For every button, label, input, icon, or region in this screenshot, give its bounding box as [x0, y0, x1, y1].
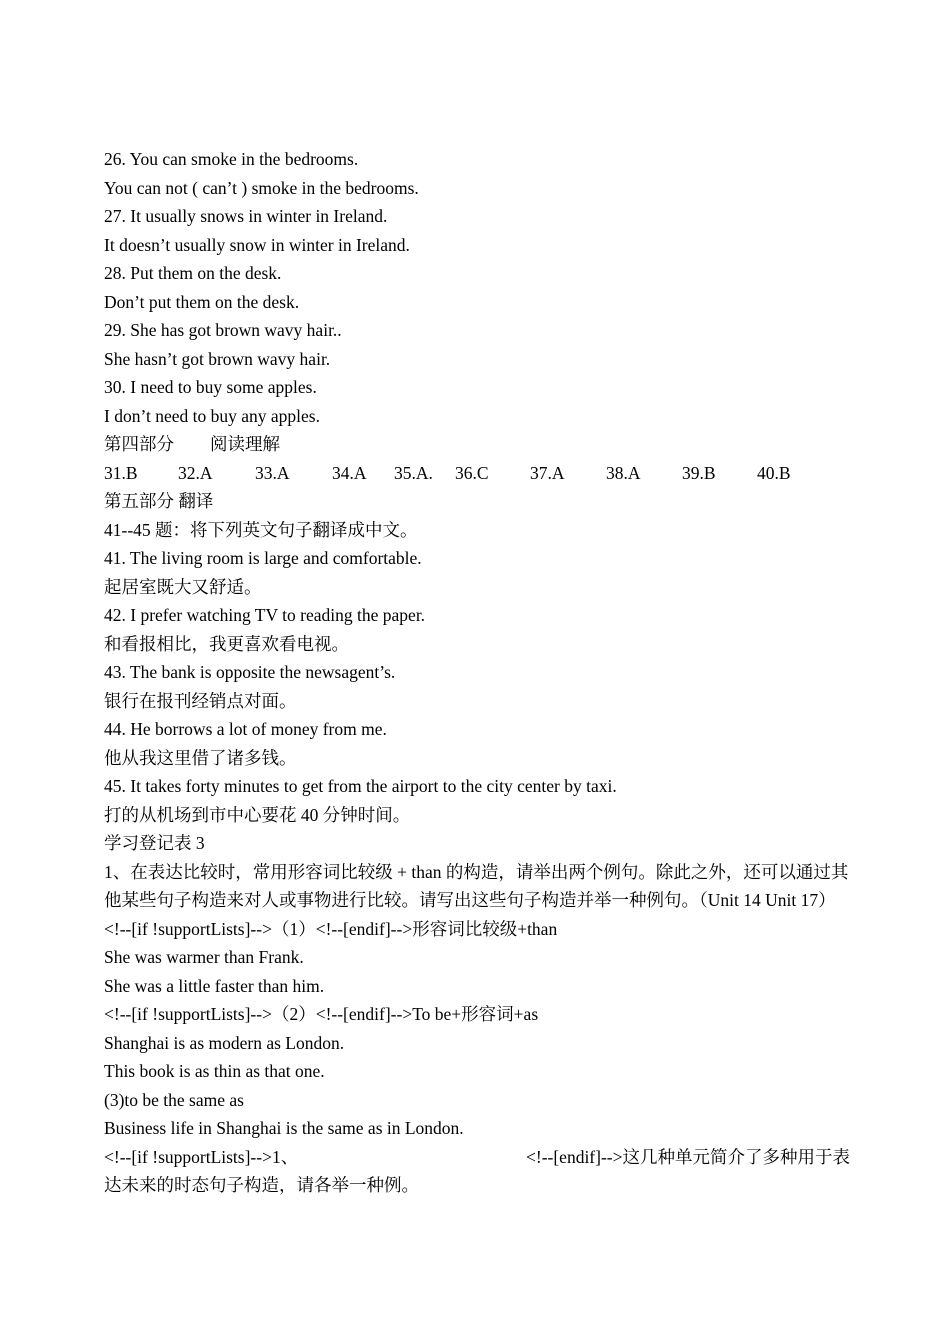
translation-en-45: 45. It takes forty minutes to get from the airport to the city center by taxi.: [104, 776, 617, 796]
record-title: 学习登记表 3: [104, 833, 205, 853]
example-2b: This book is as thin as that one.: [104, 1061, 325, 1081]
answer-36: 36.C: [455, 462, 489, 483]
translation-zh-44: 他从我这里借了诸多钱。: [104, 747, 297, 768]
example-1b: She was a little faster than him.: [104, 975, 325, 996]
answer-39: 39.B: [682, 462, 716, 483]
example-1a: She was warmer than Frank.: [104, 947, 304, 967]
question-2-left: <!--[if !supportLists]-->1、: [104, 1146, 299, 1167]
answer-34: 34.A: [332, 462, 367, 483]
grammar-sentence-30: 30. I need to buy some apples.: [104, 377, 317, 397]
grammar-answer-30: I don’t need to buy any apples.: [104, 405, 320, 426]
grammar-sentence-26: 26. You can smoke in the bedrooms.: [104, 149, 359, 169]
answer-35: 35.A.: [394, 462, 433, 483]
part5-heading: 第五部分 翻译: [104, 491, 214, 511]
grammar-sentence-27: 27. It usually snows in winter in Ireland.: [104, 206, 388, 226]
translation-en-43: 43. The bank is opposite the newsagent’s.: [104, 662, 396, 682]
answer-37: 37.A: [530, 462, 565, 483]
part4-answer-row: [104, 459, 850, 488]
answer-32: 32.A: [178, 462, 213, 483]
record-question-2: [104, 1143, 850, 1172]
translation-en-41: 41. The living room is large and comfortable.: [104, 548, 422, 568]
answer-33: 33.A: [255, 462, 290, 483]
translation-zh-45: 打的从机场到市中心要花 40 分钟时间。: [104, 804, 411, 825]
question-2-continuation: 达未来的时态句子构造，请各举一种例。: [104, 1175, 419, 1195]
document-content: [104, 145, 850, 1200]
part5-instruction: 41--45 题：将下列英文句子翻译成中文。: [104, 519, 418, 540]
grammar-answer-29: She hasn’t got brown wavy hair.: [104, 348, 331, 369]
translation-en-42: 42. I prefer watching TV to reading the paper.: [104, 605, 426, 625]
structure-2: <!--[if !supportLists]-->（2）<!--[endif]-->To be+形容词+as: [104, 1004, 539, 1024]
grammar-answer-28: Don’t put them on the desk.: [104, 291, 300, 312]
example-2a: Shanghai is as modern as London.: [104, 1032, 345, 1053]
grammar-answer-27: It doesn’t usually snow in winter in Ireland.: [104, 234, 410, 255]
grammar-answer-26: You can not ( can’t ) smoke in the bedrooms.: [104, 177, 419, 198]
record-question-1: 1、在表达比较时，常用形容词比较级 + than 的构造，请举出两个例句。除此之外，还可以通过其他某些句子构造来对人或事物进行比较。请写出这些句子构造并举一种例句。（Unit 14 Unit 17）: [104, 861, 849, 910]
question-2-right: <!--[endif]-->这几种单元简介了多种用于表: [526, 1146, 850, 1167]
part4-label: 第四部分: [104, 434, 174, 454]
translation-zh-42: 和看报相比，我更喜欢看电视。: [104, 633, 349, 654]
grammar-sentence-29: 29. She has got brown wavy hair..: [104, 320, 342, 340]
structure-1: <!--[if !supportLists]-->（1）<!--[endif]-->形容词比较级+than: [104, 918, 558, 939]
example-3a: Business life in Shanghai is the same as in London.: [104, 1118, 464, 1138]
part4-title: 阅读理解: [210, 434, 280, 454]
structure-3: (3)to be the same as: [104, 1089, 244, 1110]
answer-31: 31.B: [104, 462, 138, 483]
answer-38: 38.A: [606, 462, 641, 483]
translation-zh-43: 银行在报刊经销点对面。: [104, 690, 297, 711]
part4-heading: [104, 430, 850, 459]
answer-40: 40.B: [757, 462, 791, 483]
translation-zh-41: 起居室既大又舒适。: [104, 576, 262, 597]
translation-en-44: 44. He borrows a lot of money from me.: [104, 719, 387, 739]
grammar-sentence-28: 28. Put them on the desk.: [104, 263, 282, 283]
